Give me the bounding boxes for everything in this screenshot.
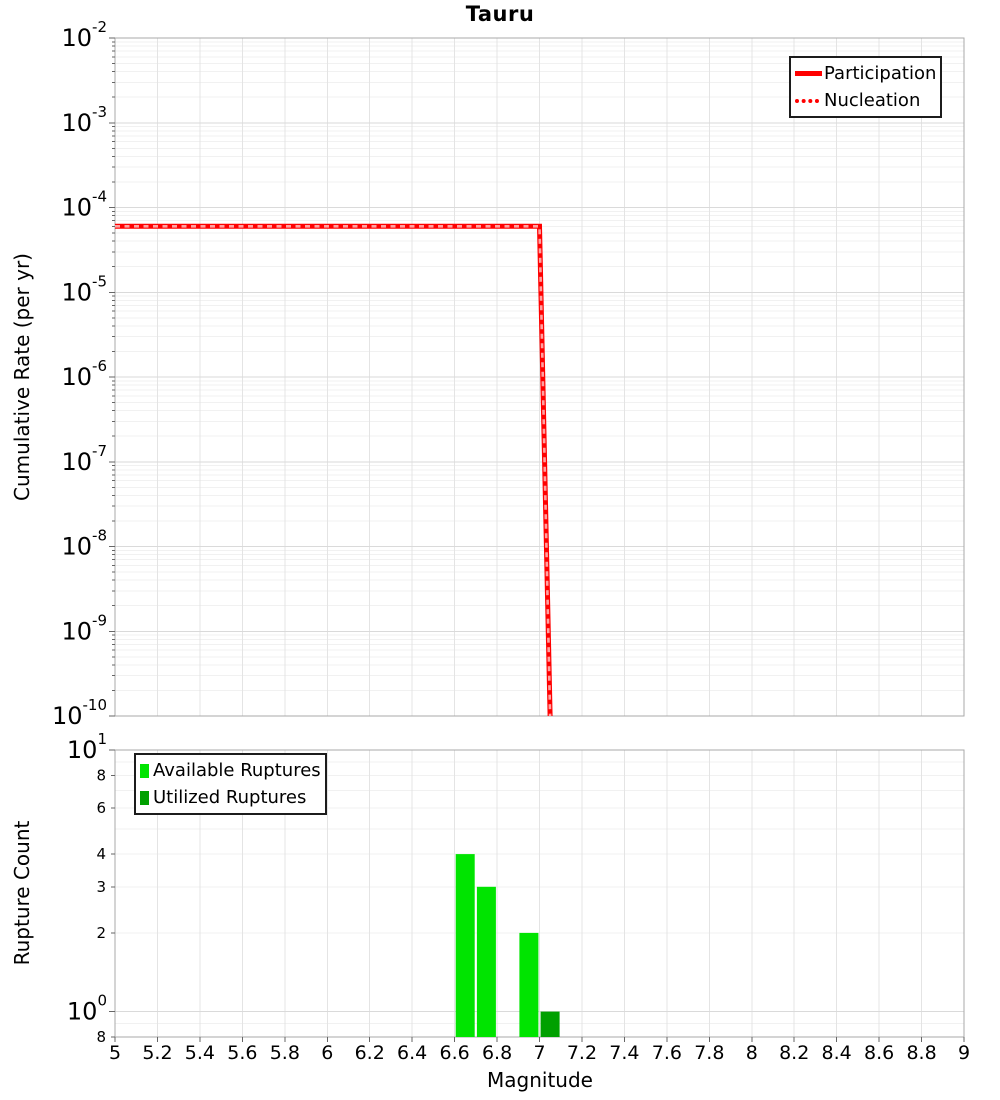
- utilized-ruptures-label: Utilized Ruptures: [153, 787, 307, 808]
- svg-text:7.2: 7.2: [566, 1042, 598, 1064]
- svg-text:10-7: $10^{-7}$: [61, 441, 107, 476]
- nucleation-label: Nucleation: [824, 90, 921, 111]
- participation-line: [115, 226, 550, 716]
- svg-text:8.6: 8.6: [863, 1042, 895, 1064]
- available-ruptures-label: Available Ruptures: [153, 760, 321, 781]
- available-ruptures-bar: [456, 854, 475, 1037]
- svg-text:6.8: 6.8: [481, 1042, 513, 1064]
- svg-text:7.4: 7.4: [609, 1042, 640, 1064]
- top-y-axis-title: Cumulative Rate (per yr): [10, 253, 34, 501]
- x-axis-ticks: [109, 1037, 970, 1064]
- rate-legend: [789, 56, 942, 118]
- nucleation-line: [115, 226, 550, 716]
- rupture-legend: [134, 753, 327, 815]
- svg-text:3: 3: [96, 877, 106, 896]
- svg-text:7: 7: [533, 1042, 546, 1064]
- rate-series: [115, 226, 550, 716]
- participation-line-swatch: [795, 71, 822, 76]
- legend-row-nucleation: [795, 87, 936, 114]
- svg-text:8.8: 8.8: [906, 1042, 937, 1064]
- svg-text:10-6: $10^{-6}$: [61, 357, 107, 391]
- svg-text:8: 8: [96, 1028, 106, 1046]
- svg-text:6.4: 6.4: [397, 1042, 428, 1064]
- x-axis-title: Magnitude: [487, 1068, 593, 1092]
- svg-text:5.6: 5.6: [227, 1042, 258, 1064]
- available-ruptures-bar: [477, 887, 496, 1037]
- svg-text:8.2: 8.2: [779, 1042, 810, 1064]
- participation-label: Participation: [824, 63, 937, 84]
- svg-text:10-9: $10^{-9}$: [61, 611, 107, 646]
- svg-text:4: 4: [96, 845, 106, 864]
- svg-text:8: 8: [96, 766, 106, 785]
- utilized-ruptures-swatch: [140, 791, 149, 805]
- svg-text:2: 2: [96, 923, 106, 942]
- available-ruptures-bar: [519, 933, 538, 1037]
- svg-text:100: $10^0$: [66, 991, 107, 1026]
- svg-text:8: 8: [745, 1042, 758, 1064]
- svg-text:10-10: $10^{-10}$: [51, 696, 107, 730]
- rate-panel: [52, 18, 964, 730]
- svg-text:7.8: 7.8: [694, 1042, 725, 1064]
- svg-text:9: 9: [957, 1042, 971, 1064]
- svg-text:6: 6: [96, 799, 106, 818]
- svg-text:5: 5: [108, 1042, 122, 1064]
- rupture-bars: [456, 854, 560, 1037]
- svg-text:6: 6: [321, 1042, 334, 1064]
- svg-text:10-4: $10^{-4}$: [61, 187, 107, 222]
- svg-text:10-5: $10^{-5}$: [61, 272, 107, 307]
- legend-row-participation: [795, 60, 936, 87]
- svg-text:6.6: 6.6: [439, 1042, 470, 1064]
- available-ruptures-swatch: [140, 764, 149, 778]
- svg-text:7.6: 7.6: [651, 1042, 682, 1064]
- svg-text:10-2: $10^{-2}$: [61, 18, 107, 52]
- legend-row-utilized: [140, 784, 321, 811]
- svg-text:8.4: 8.4: [821, 1042, 852, 1064]
- chart-title: Tauru: [465, 2, 535, 26]
- svg-text:5.2: 5.2: [142, 1042, 173, 1064]
- svg-text:10-8: $10^{-8}$: [61, 526, 107, 561]
- legend-row-available: [140, 757, 321, 784]
- nucleation-line-swatch: [795, 99, 819, 103]
- svg-text:5.8: 5.8: [269, 1042, 300, 1064]
- svg-text:5.4: 5.4: [184, 1042, 216, 1064]
- svg-text:10-3: $10^{-3}$: [61, 102, 107, 137]
- utilized-ruptures-bar: [541, 1012, 560, 1037]
- svg-text:101: $10^1$: [66, 730, 107, 764]
- svg-text:6.2: 6.2: [354, 1042, 385, 1064]
- bottom-y-axis-title: Rupture Count: [10, 820, 34, 966]
